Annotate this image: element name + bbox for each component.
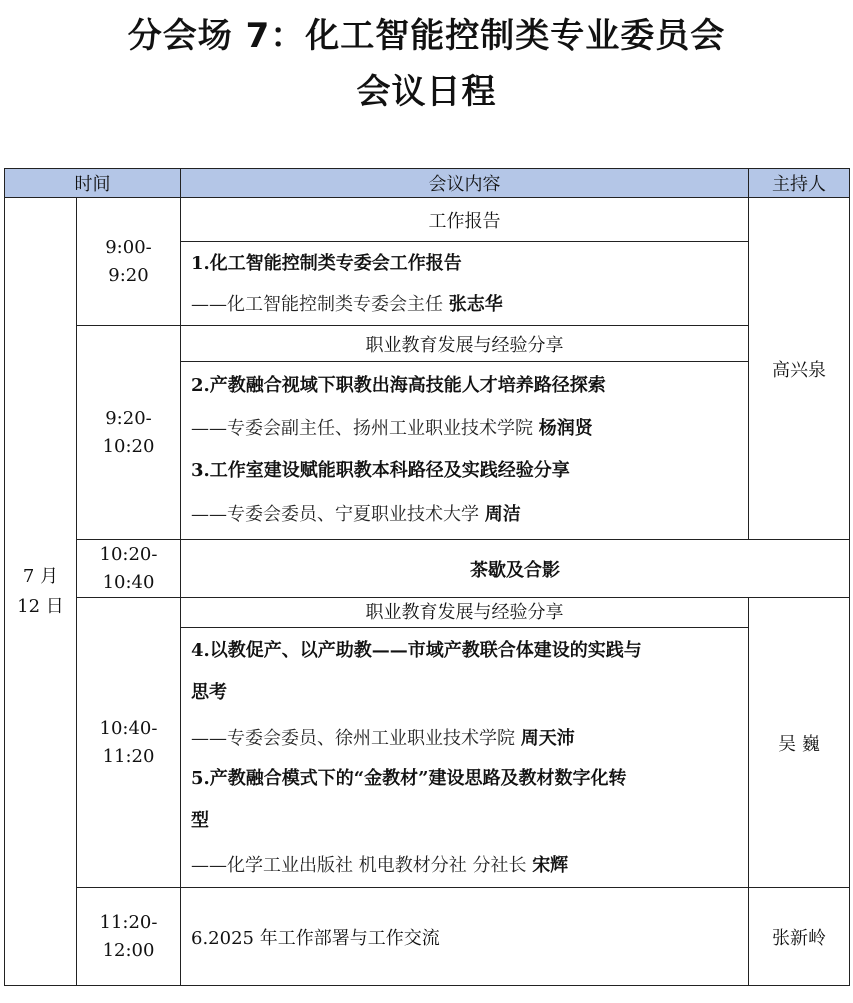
agenda-item-speaker: ——专委会委员、徐州工业职业技术学院 周天沛 — [181, 716, 749, 758]
date-day: 12 日 — [17, 595, 64, 617]
agenda-table — [4, 168, 850, 986]
table-row — [5, 888, 850, 986]
table-row — [5, 198, 850, 242]
header-time: 时间 — [5, 169, 181, 198]
time-cell: 11:20- 12:00 — [77, 888, 181, 986]
table-row — [5, 326, 850, 362]
agenda-item-title: 1.化工智能控制类专委会工作报告 — [181, 242, 749, 282]
agenda-item-title: 2.产教融合视域下职教出海高技能人才培养路径探索 — [181, 362, 749, 406]
agenda-item-speaker: ——专委会委员、宁夏职业技术大学 周洁 — [191, 504, 521, 526]
agenda-item-title: 3.工作室建设赋能职教本科路径及实践经验分享 — [191, 460, 570, 482]
agenda-item-title: 6.2025 年工作部署与工作交流 — [181, 888, 749, 986]
agenda-item-title: 5.产教融合模式下的“金教材”建设思路及教材数字化转 型 — [181, 758, 749, 842]
agenda-item — [181, 448, 749, 540]
section-title: 工作报告 — [181, 198, 749, 242]
agenda-item-speaker: ——化学工业出版社 机电教材分社 分社长 宋辉 — [181, 842, 749, 888]
date-month: 7 月 — [22, 565, 59, 587]
table-header-row — [5, 169, 850, 198]
section-title: 职业教育发展与经验分享 — [181, 598, 749, 628]
tea-break: 茶歇及合影 — [181, 540, 850, 598]
host-cell: 高兴泉 — [749, 198, 850, 540]
time-cell: 9:20- 10:20 — [77, 326, 181, 540]
section-title: 职业教育发展与经验分享 — [181, 326, 749, 362]
table-row — [5, 540, 850, 598]
agenda-item-speaker: ——化工智能控制类专委会主任 张志华 — [181, 282, 749, 326]
host-cell: 张新岭 — [749, 888, 850, 986]
time-cell: 9:00- 9:20 — [77, 198, 181, 326]
header-host: 主持人 — [749, 169, 850, 198]
host-cell: 吴 巍 — [749, 598, 850, 888]
time-cell: 10:40- 11:20 — [77, 598, 181, 888]
time-cell: 10:20- 10:40 — [77, 540, 181, 598]
header-content: 会议内容 — [181, 169, 749, 198]
date-cell — [5, 198, 77, 986]
agenda-item-title: 4.以教促产、以产助教——市域产教联合体建设的实践与 思考 — [181, 628, 749, 716]
page-subtitle: 会议日程 — [356, 72, 497, 112]
agenda-item-speaker: ——专委会副主任、扬州工业职业技术学院 杨润贤 — [181, 406, 749, 448]
table-row — [5, 598, 850, 628]
page-title: 分会场 7：化工智能控制类专业委员会 — [127, 16, 726, 56]
